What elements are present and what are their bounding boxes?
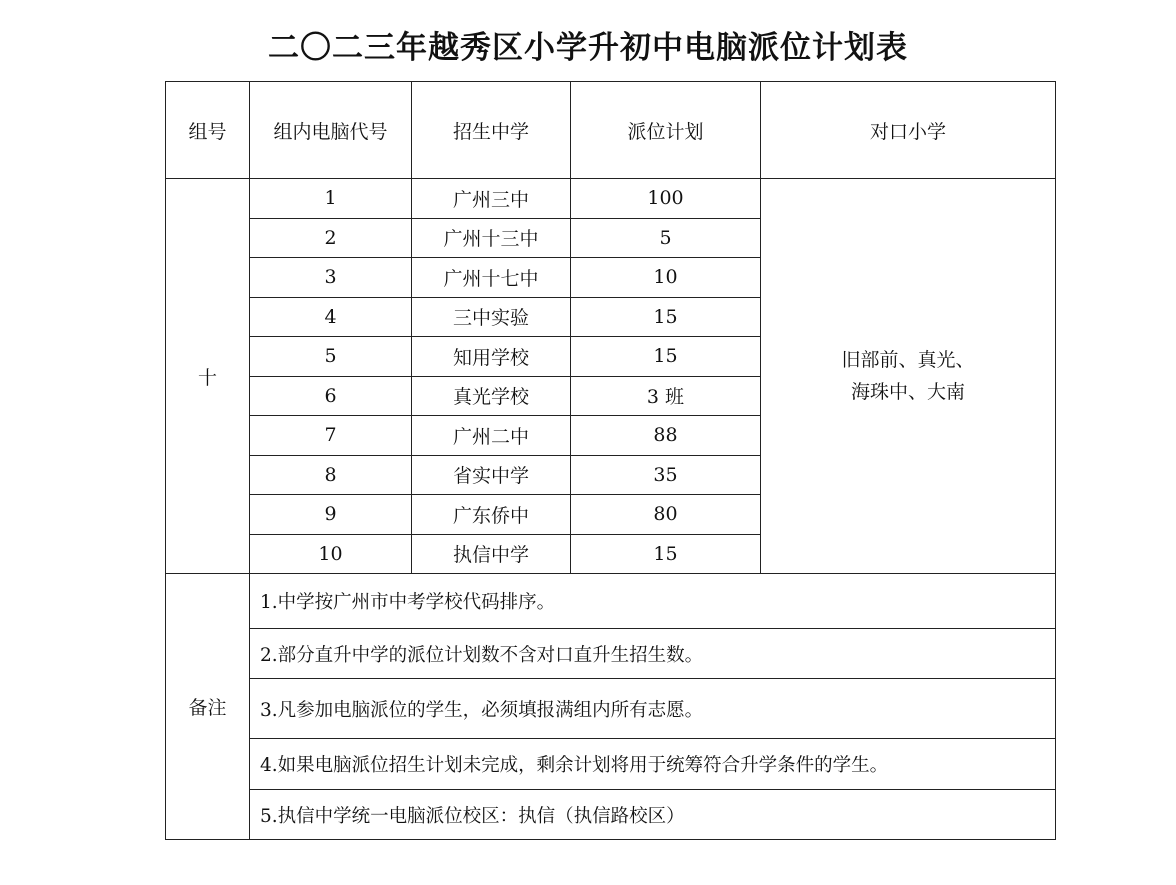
note-text: 1.中学按广州市中考学校代码排序。: [250, 574, 1056, 629]
row-school: 广东侨中: [412, 495, 571, 535]
row-plan: 10: [571, 258, 761, 298]
header-feeder: 对口小学: [761, 82, 1056, 179]
note-text: 5.执信中学统一电脑派位校区：执信（执信路校区）: [250, 790, 1056, 840]
row-code: 9: [250, 495, 412, 535]
row-school: 三中实验: [412, 297, 571, 337]
note-row: [166, 629, 1056, 679]
row-code: 2: [250, 218, 412, 258]
allocation-table: [165, 81, 1056, 840]
table-row: [166, 179, 1056, 219]
row-plan: 15: [571, 534, 761, 574]
header-row: [166, 82, 1056, 179]
row-plan: 88: [571, 416, 761, 456]
note-text: 3.凡参加电脑派位的学生，必须填报满组内所有志愿。: [250, 679, 1056, 739]
row-school: 真光学校: [412, 376, 571, 416]
row-code: 10: [250, 534, 412, 574]
header-school: 招生中学: [412, 82, 571, 179]
feeder-schools: [761, 179, 1056, 574]
row-school: 知用学校: [412, 337, 571, 377]
row-plan: 80: [571, 495, 761, 535]
note-text: 2.部分直升中学的派位计划数不含对口直升生招生数。: [250, 629, 1056, 679]
remarks-label: 备注: [166, 574, 250, 840]
row-school: 广州十七中: [412, 258, 571, 298]
row-school: 广州三中: [412, 179, 571, 219]
header-group: 组号: [166, 82, 250, 179]
row-code: 5: [250, 337, 412, 377]
row-school: 省实中学: [412, 455, 571, 495]
row-school: 广州二中: [412, 416, 571, 456]
note-row: [166, 679, 1056, 739]
note-text: 4.如果电脑派位招生计划未完成，剩余计划将用于统筹符合升学条件的学生。: [250, 739, 1056, 790]
row-plan: 35: [571, 455, 761, 495]
row-plan: 3 班: [571, 376, 761, 416]
row-code: 4: [250, 297, 412, 337]
row-code: 8: [250, 455, 412, 495]
row-code: 1: [250, 179, 412, 219]
row-plan: 5: [571, 218, 761, 258]
row-code: 6: [250, 376, 412, 416]
row-code: 7: [250, 416, 412, 456]
row-plan: 15: [571, 337, 761, 377]
row-plan: 100: [571, 179, 761, 219]
row-school: 广州十三中: [412, 218, 571, 258]
row-school: 执信中学: [412, 534, 571, 574]
note-row: [166, 574, 1056, 629]
header-plan: 派位计划: [571, 82, 761, 179]
note-row: [166, 739, 1056, 790]
feeder-line: 旧部前、真光、: [841, 349, 975, 371]
note-row: [166, 790, 1056, 840]
header-code: 组内电脑代号: [250, 82, 412, 179]
page-title: 二〇二三年越秀区小学升初中电脑派位计划表: [268, 30, 908, 66]
group-number: 十: [166, 179, 250, 574]
feeder-line: 海珠中、大南: [850, 381, 965, 403]
row-code: 3: [250, 258, 412, 298]
row-plan: 15: [571, 297, 761, 337]
